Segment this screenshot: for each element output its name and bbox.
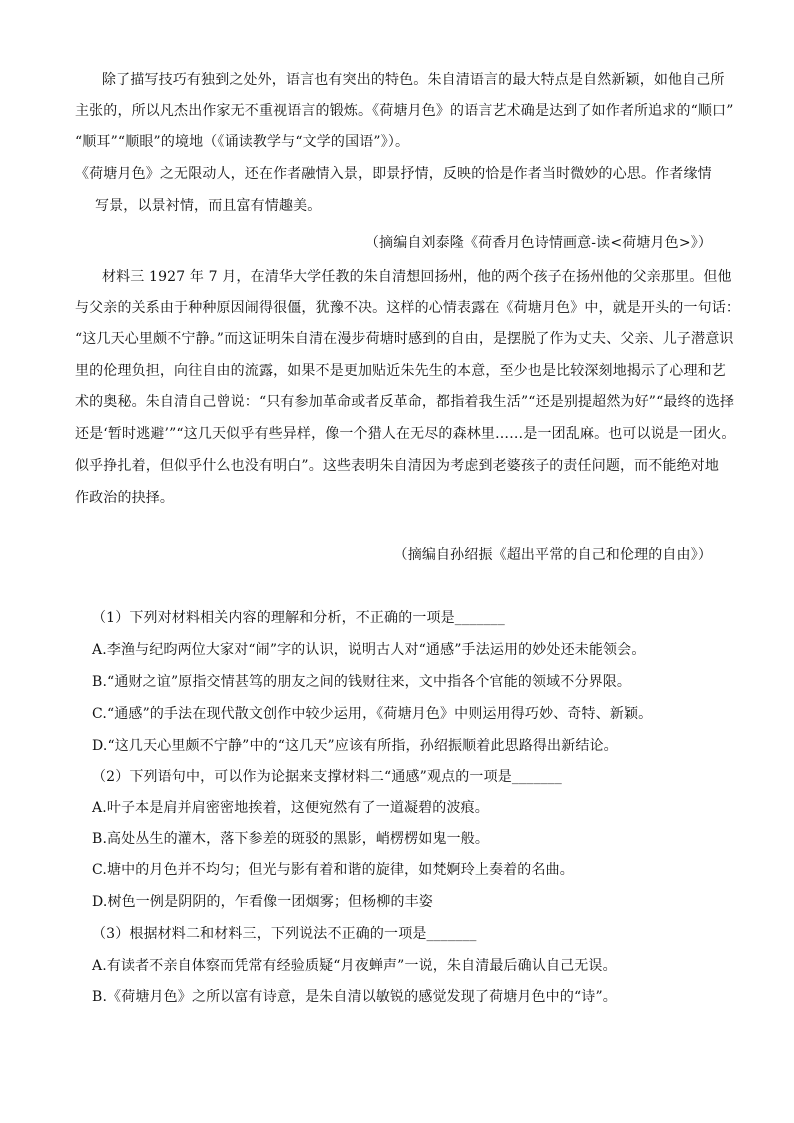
paragraph-line: 术的奥秘。朱自清自己曾说：“只有参加革命或者反革命，都指着我生活”“还是别提超然为好”“最终的选择 [75, 394, 735, 410]
paragraph-line: 似乎挣扎着，但似乎什么也没有明白”。这些表明朱自清因为考虑到老婆孩子的责任问题，而不能绝对地 [75, 458, 720, 474]
question-stem: （2）下列语句中，可以作为论据来支撑材料二“通感”观点的一项是_______ [92, 769, 562, 785]
question-option: B.高处丛生的灌木，落下参差的斑驳的黑影，峭楞楞如鬼一般。 [92, 831, 490, 847]
paragraph-line: 主张的，所以凡杰出作家无不重视语言的锻炼。《荷塘月色》的语言艺术确是达到了如作者所追求的“顺口” [75, 103, 734, 119]
question-stem: （1）下列对材料相关内容的理解和分析，不正确的一项是_______ [92, 610, 505, 626]
question-option: C.塘中的月色并不均匀；但光与影有着和谐的旋律，如梵婀玲上奏着的名曲。 [92, 862, 574, 878]
paragraph-line: 写景，以景衬情，而且富有情趣美。 [95, 198, 322, 214]
question-option: B.“通财之谊”原指交情甚笃的朋友之间的钱财往来，文中指各个官能的领域不分界限。 [92, 674, 632, 690]
paragraph-line: 还是‘暂时逃避’”“这几天似乎有些异样，像一个猎人在无尽的森林里……是一团乱麻。也可以说是一团火。 [75, 426, 736, 442]
paragraph-line: 除了描写技巧有独到之处外，语言也有突出的特色。朱自清语言的最大特点是自然新颖，如他自己所 [102, 72, 725, 88]
source-citation: （摘编自刘泰隆《荷香月色诗情画意-读<荷塘月色>》） [364, 235, 712, 251]
paragraph-line: 里的伦理负担，向往自由的流露，如果不是更加贴近朱先生的本意，至少也是比较深刻地揭示了心理和艺 [75, 363, 726, 379]
question-stem: （3）根据材料二和材料三，下列说法不正确的一项是_______ [92, 926, 477, 942]
question-option: B.《荷塘月色》之所以富有诗意，是朱自清以敏锐的感觉发现了荷塘月色中的“诗”。 [92, 989, 617, 1005]
question-option: D.树色一例是阴阴的，乍看像一团烟雾；但杨柳的丰姿 [92, 894, 433, 910]
paragraph-line: 材料三 1927 年 7 月，在清华大学任教的朱自清想回扬州，他的两个孩子在扬州他的父亲那里。但他 [102, 269, 732, 285]
paragraph-line: 《荷塘月色》之无限动人，还在作者融情入景，即景抒情，反映的恰是作者当时微妙的心思。作者缘情 [75, 166, 712, 182]
question-option: A.李渔与纪昀两位大家对“闹”字的认识，说明古人对“通感”手法运用的妙处还未能领会。 [92, 642, 646, 658]
question-option: A.叶子本是肩并肩密密地挨着，这便宛然有了一道凝碧的波痕。 [92, 800, 489, 816]
question-option: D.“这几天心里颇不宁静”中的“这几天”应该有所指，孙绍振顺着此思路得出新结论。 [92, 738, 618, 754]
source-citation: （摘编自孙绍振《超出平常的自己和伦理的自由》） [393, 547, 712, 563]
paragraph-line: “这几天心里颇不宁静。”而这证明朱自清在漫步荷塘时感到的自由，是摆脱了作为丈夫、父亲、儿子潜意识 [75, 331, 734, 347]
paragraph-line: 作政治的抉择。 [75, 490, 175, 506]
paragraph-line: 与父亲的关系由于种种原因闹得很僵，犹豫不决。这样的心情表露在《荷塘月色》中，就是开头的一句话： [75, 300, 741, 316]
question-option: A.有读者不亲自体察而凭常有经验质疑“月夜蝉声”一说，朱自清最后确认自己无误。 [92, 958, 617, 974]
paragraph-line: “顺耳”“顺眼”的境地（《诵读教学与“文学的国语”》）。 [75, 134, 410, 150]
question-option: C.“通感”的手法在现代散文创作中较少运用，《荷塘月色》中则运用得巧妙、奇特、新颖。 [92, 706, 653, 722]
